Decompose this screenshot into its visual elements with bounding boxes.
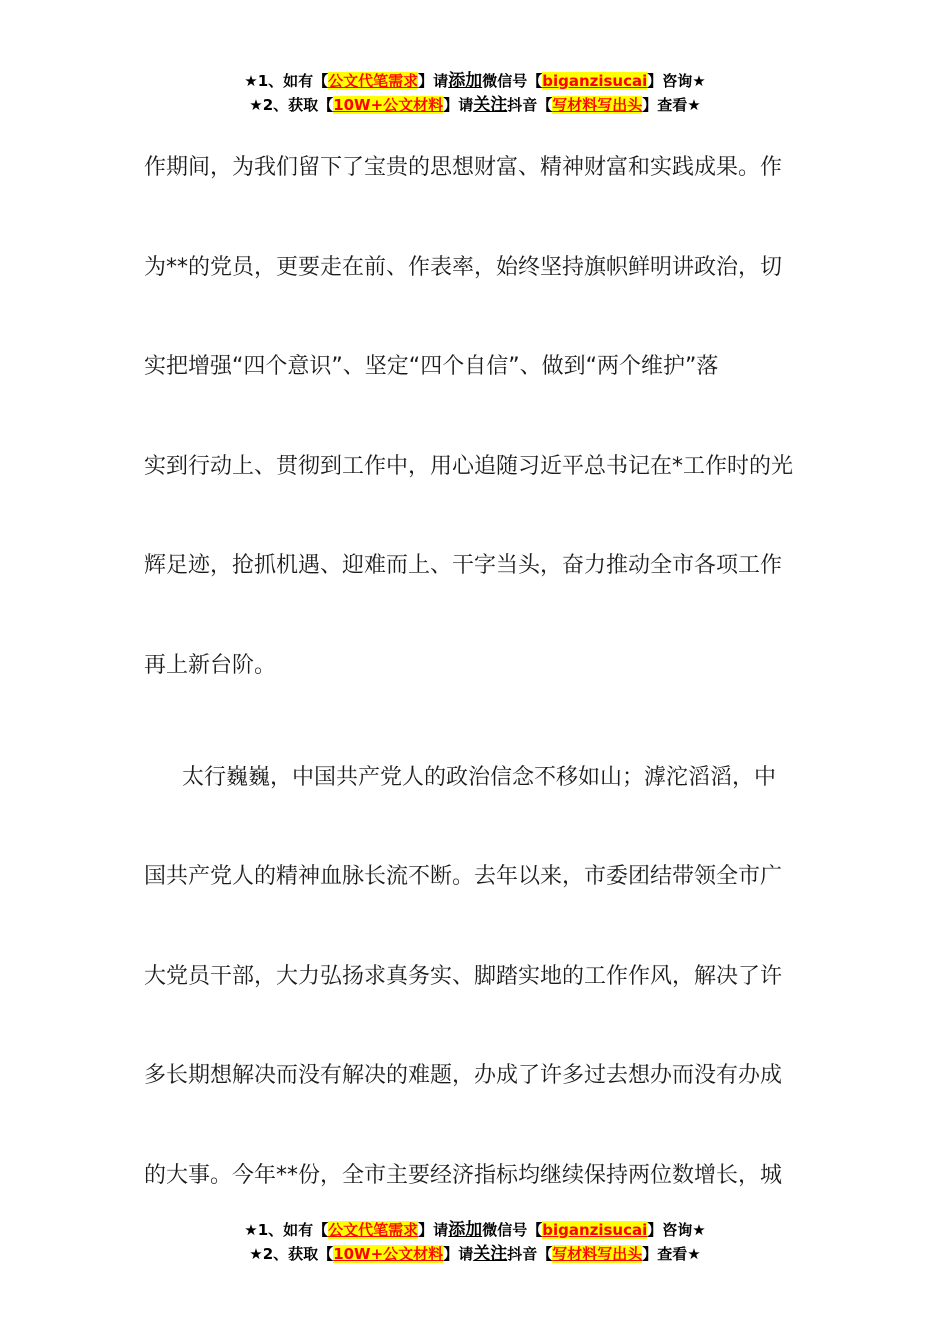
highlight-materials: 10W+公文材料	[333, 96, 444, 114]
banner-line-1: ★1、如有【公文代笔需求】请添加微信号【biganzisucai】咨询★	[244, 71, 706, 91]
text-line: 实把增强“四个意识”、坚定“四个自信”、做到“两个维护”落	[144, 354, 719, 380]
text-line: 辉足迹，抢抓机遇、迎难而上、干字当头，奋力推动全市各项工作	[144, 553, 783, 579]
text-line: 作期间，为我们留下了宝贵的思想财富、精神财富和实践成果。作	[144, 155, 783, 180]
header-banner	[0, 69, 950, 117]
text-line: 太行巍巍，中国共产党人的政治信念不移如山；滹沱滔滔，中	[182, 764, 777, 790]
emphasis-follow: 关注	[473, 1244, 508, 1264]
highlight-service: 公文代笔需求	[328, 1221, 419, 1239]
text-line: 再上新台阶。	[144, 652, 277, 678]
highlight-douyin-account: 写材料写出头	[552, 1245, 643, 1263]
text-line: 国共产党人的精神血脉长流不断。去年以来，市委团结带领全市广	[144, 864, 783, 890]
highlight-wechat-id: biganzisucai	[542, 1221, 648, 1239]
text-line: 为**的党员，更要走在前、作表率，始终坚持旗帜鲜明讲政治，切	[144, 254, 783, 280]
emphasis-follow: 关注	[473, 95, 508, 115]
highlight-douyin-account: 写材料写出头	[552, 96, 643, 114]
highlight-materials: 10W+公文材料	[333, 1245, 444, 1263]
paragraph-spacer	[144, 716, 808, 728]
paragraph-2	[144, 728, 808, 1226]
emphasis-add: 添加	[448, 71, 483, 91]
paragraph-1	[144, 118, 808, 716]
text-line: 的大事。今年**份，全市主要经济指标均继续保持两位数增长，城	[144, 1162, 783, 1188]
banner-line-2: ★2、获取【10W+公文材料】请关注抖音【写材料写出头】查看★	[249, 95, 701, 115]
text-line: 大党员干部，大力弘扬求真务实、脚踏实地的工作作风，解决了许	[144, 963, 783, 989]
document-body	[144, 118, 808, 1226]
emphasis-add: 添加	[448, 1220, 483, 1240]
text-line: 多长期想解决而没有解决的难题，办成了许多过去想办而没有办成	[144, 1063, 783, 1089]
footer-banner	[0, 1218, 950, 1266]
highlight-service: 公文代笔需求	[328, 72, 419, 90]
text-line: 实到行动上、贯彻到工作中，用心追随习近平总书记在*工作时的光	[144, 453, 794, 479]
banner-line-2: ★2、获取【10W+公文材料】请关注抖音【写材料写出头】查看★	[249, 1244, 701, 1264]
banner-line-1: ★1、如有【公文代笔需求】请添加微信号【biganzisucai】咨询★	[244, 1220, 706, 1240]
highlight-wechat-id: biganzisucai	[542, 72, 648, 90]
